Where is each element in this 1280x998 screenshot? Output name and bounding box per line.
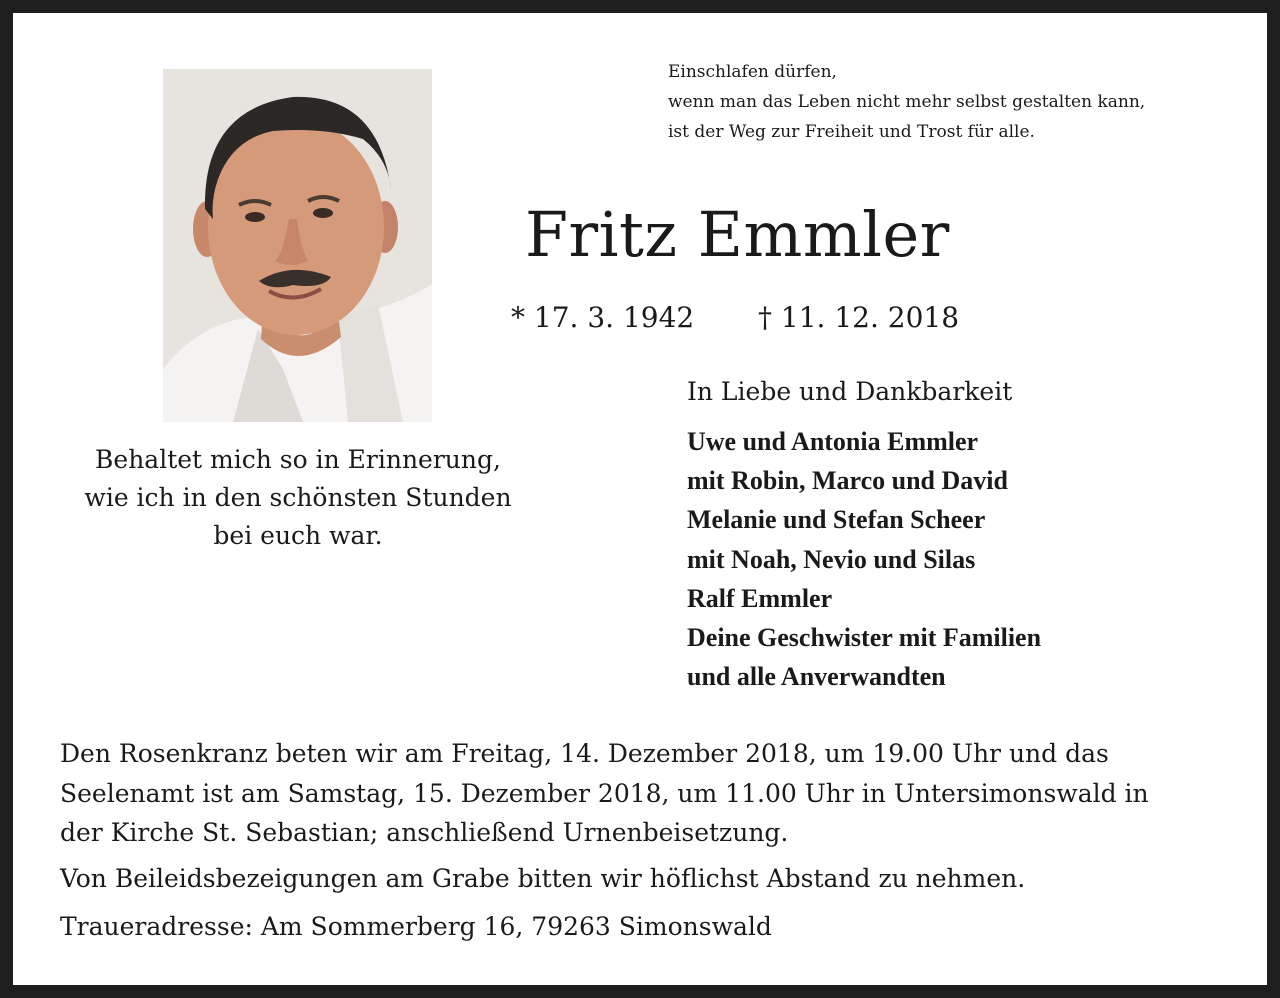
poem-line: wenn man das Leben nicht mehr selbst gestalten kann, <box>668 92 1146 112</box>
mourner-line: Uwe und Antonia Emmler <box>687 427 979 456</box>
death-date: † 11. 12. 2018 <box>758 301 960 334</box>
mourners-list <box>687 422 1041 696</box>
mourner-line: mit Robin, Marco und David <box>687 466 1008 496</box>
memory-quote <box>43 441 553 555</box>
poem-line: Einschlafen dürfen, <box>668 62 837 82</box>
poem-line: ist der Weg zur Freiheit und Trost für alle. <box>668 122 1035 142</box>
portrait-image <box>163 69 432 422</box>
mourning-address: Traueradresse: Am Sommerberg 16, 79263 Simonswald <box>60 912 772 941</box>
condolence-note: Von Beileidsbezeigungen am Grabe bitten wir höflichst Abstand zu nehmen. <box>60 864 1026 893</box>
poem <box>668 57 1145 147</box>
mourner-line: Deine Geschwister mit Familien <box>687 623 1042 653</box>
memory-quote-line: wie ich in den schönsten Stunden <box>84 483 512 512</box>
deceased-name: Fritz Emmler <box>525 198 950 271</box>
memory-quote-line: Behaltet mich so in Erinnerung, <box>95 445 501 474</box>
service-line: der Kirche St. Sebastian; anschließend Urnenbeisetzung. <box>60 818 789 847</box>
mourner-line: und alle Anverwandten <box>687 662 946 692</box>
mourner-line: Ralf Emmler <box>687 583 833 613</box>
mourners-intro: In Liebe und Dankbarkeit <box>687 377 1013 406</box>
memory-quote-line: bei euch war. <box>213 521 383 550</box>
service-line: Seelenamt ist am Samstag, 15. Dezember 2018, um 11.00 Uhr in Untersimonswald in <box>60 778 1149 808</box>
service-details <box>60 734 1230 853</box>
portrait-photo <box>163 69 432 422</box>
mourner-line: Melanie und Stefan Scheer <box>687 505 986 535</box>
mourner-line: mit Noah, Nevio und Silas <box>687 544 976 574</box>
birth-date: * 17. 3. 1942 <box>511 301 695 334</box>
service-line: Den Rosenkranz beten wir am Freitag, 14. Dezember 2018, um 19.00 Uhr und das <box>60 739 1109 768</box>
